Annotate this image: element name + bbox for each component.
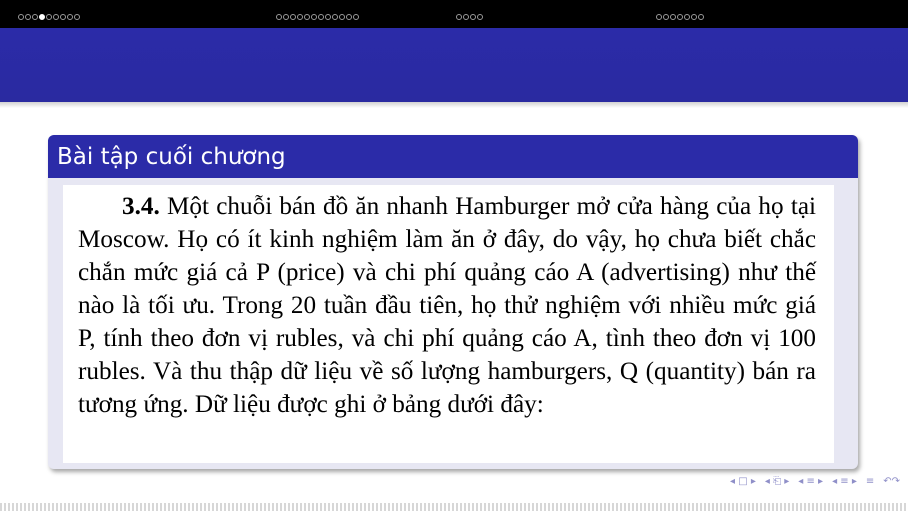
section-nav-icon[interactable]: ◂ ≡ ▸ <box>798 476 824 487</box>
nav-dot[interactable] <box>46 14 52 20</box>
nav-dot[interactable] <box>353 14 359 20</box>
block-title: Bài tập cuối chương <box>48 135 858 178</box>
nav-dot[interactable] <box>53 14 59 20</box>
nav-dot[interactable] <box>311 14 317 20</box>
exercise-paragraph <box>78 190 816 421</box>
section-nav-2[interactable] <box>276 14 359 20</box>
footer-strip <box>0 503 908 511</box>
nav-dot[interactable] <box>39 14 45 20</box>
nav-dot[interactable] <box>304 14 310 20</box>
nav-dot[interactable] <box>283 14 289 20</box>
section-nav-3[interactable] <box>456 14 483 20</box>
navigation-bar <box>0 0 908 28</box>
nav-dot[interactable] <box>60 14 66 20</box>
nav-dot[interactable] <box>32 14 38 20</box>
beamer-navigation-symbols <box>730 476 900 487</box>
nav-dot[interactable] <box>670 14 676 20</box>
search-back-forward-icon[interactable]: ↶↷ <box>883 476 900 487</box>
toc-icon[interactable]: ≡ <box>865 476 875 487</box>
nav-dot[interactable] <box>25 14 31 20</box>
nav-dot[interactable] <box>477 14 483 20</box>
nav-dot[interactable] <box>456 14 462 20</box>
nav-dot[interactable] <box>684 14 690 20</box>
nav-dot[interactable] <box>67 14 73 20</box>
nav-dot[interactable] <box>463 14 469 20</box>
nav-dot[interactable] <box>339 14 345 20</box>
section-nav-4[interactable] <box>656 14 704 20</box>
subsection-nav-icon[interactable]: ◂ ⎗ ▸ <box>764 476 790 487</box>
nav-dot[interactable] <box>663 14 669 20</box>
section-nav-1[interactable] <box>18 14 80 20</box>
nav-dot[interactable] <box>325 14 331 20</box>
nav-dot[interactable] <box>18 14 24 20</box>
nav-dot[interactable] <box>297 14 303 20</box>
nav-dot[interactable] <box>290 14 296 20</box>
nav-dot[interactable] <box>691 14 697 20</box>
nav-dot[interactable] <box>656 14 662 20</box>
nav-dot[interactable] <box>276 14 282 20</box>
frame-nav-icon[interactable]: ◂ □ ▸ <box>730 476 756 487</box>
exercise-text: Một chuỗi bán đồ ăn nhanh Hamburger mở cửa hàng của họ tại Moscow. Họ có ít kinh nghiệm làm ăn ở đây, do vậy, họ chưa biết chắc chắn mức giá cả P (price) và chi phí quảng cáo A (advertising) như thế nào là tối ưu. Trong 20 tuần đầu tiên, họ thử nghiệm với nhiều mức giá P, tính theo đơn vị rubles, và chi phí quảng cáo A, tình theo đơn vị 100 rubles. Và thu thập dữ liệu về số lượng hamburgers, Q (quantity) bán ra tương ứng. Dữ liệu được ghi ở bảng dưới đây: <box>78 193 816 418</box>
nav-dot[interactable] <box>677 14 683 20</box>
nav-dot[interactable] <box>698 14 704 20</box>
nav-dot[interactable] <box>332 14 338 20</box>
nav-dot[interactable] <box>470 14 476 20</box>
frame-title-bar <box>0 28 908 102</box>
nav-dot[interactable] <box>318 14 324 20</box>
nav-dot[interactable] <box>74 14 80 20</box>
exercise-number: 3.4. <box>122 193 160 220</box>
document-nav-icon[interactable]: ◂ ≡ ▸ <box>832 476 857 487</box>
nav-dot[interactable] <box>346 14 352 20</box>
